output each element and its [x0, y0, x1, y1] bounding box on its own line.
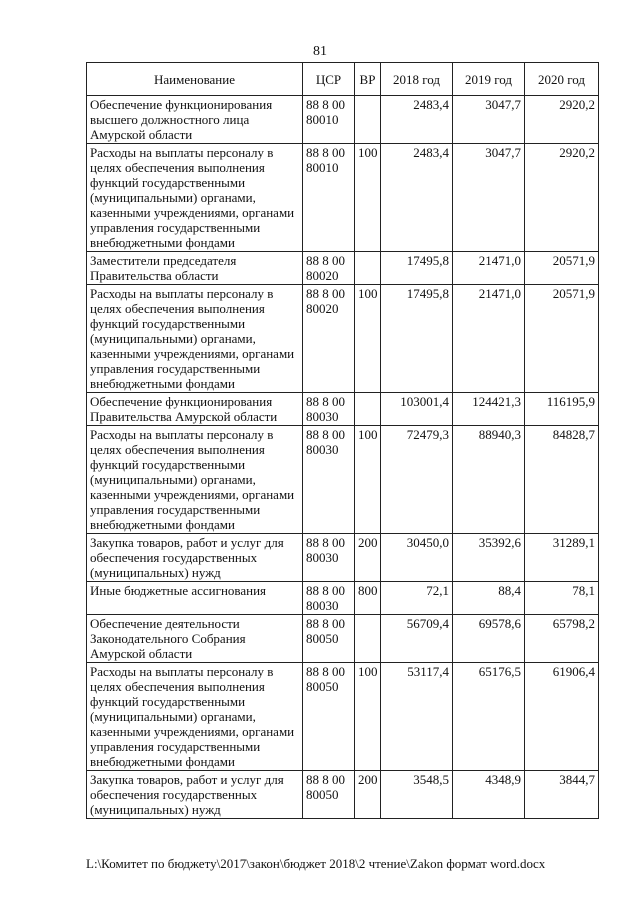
- table-row: [87, 426, 599, 534]
- cell-vr: [355, 615, 381, 663]
- cell-name: Обеспечение деятельности Законодательного Собрания Амурской области: [87, 615, 303, 663]
- table-header-row: [87, 63, 599, 96]
- cell-csr: 88 8 00 80050: [303, 663, 355, 771]
- cell-2019: 3047,7: [453, 144, 525, 252]
- cell-vr: [355, 252, 381, 285]
- cell-csr: 88 8 00 80020: [303, 252, 355, 285]
- cell-csr: 88 8 00 80030: [303, 393, 355, 426]
- cell-name: Расходы на выплаты персоналу в целях обеспечения выполнения функций государственными (муниципальными) органами, казенными учреждениями, органами управления государственными внебюджетными фондами: [87, 426, 303, 534]
- cell-2020: 61906,4: [525, 663, 599, 771]
- cell-2019: 69578,6: [453, 615, 525, 663]
- cell-vr: [355, 96, 381, 144]
- table-row: [87, 663, 599, 771]
- cell-vr: 100: [355, 144, 381, 252]
- cell-vr: 200: [355, 534, 381, 582]
- column-header-vr: ВР: [355, 63, 381, 96]
- column-header-csr: ЦСР: [303, 63, 355, 96]
- page-number: 81: [313, 44, 327, 59]
- cell-2018: 30450,0: [381, 534, 453, 582]
- table-row: [87, 285, 599, 393]
- cell-name: Закупка товаров, работ и услуг для обеспечения государственных (муниципальных) нужд: [87, 771, 303, 819]
- cell-name: Обеспечение функционирования высшего должностного лица Амурской области: [87, 96, 303, 144]
- cell-2020: 2920,2: [525, 144, 599, 252]
- cell-name: Расходы на выплаты персоналу в целях обеспечения выполнения функций государственными (муниципальными) органами, казенными учреждениями, органами управления государственными внебюджетными фондами: [87, 285, 303, 393]
- cell-2020: 65798,2: [525, 615, 599, 663]
- cell-2019: 124421,3: [453, 393, 525, 426]
- cell-2020: 78,1: [525, 582, 599, 615]
- cell-2020: 20571,9: [525, 285, 599, 393]
- cell-2019: 21471,0: [453, 252, 525, 285]
- cell-vr: 800: [355, 582, 381, 615]
- cell-csr: 88 8 00 80020: [303, 285, 355, 393]
- cell-name: Иные бюджетные ассигнования: [87, 582, 303, 615]
- cell-2019: 35392,6: [453, 534, 525, 582]
- cell-2018: 2483,4: [381, 96, 453, 144]
- cell-vr: 200: [355, 771, 381, 819]
- cell-2018: 53117,4: [381, 663, 453, 771]
- table-row: [87, 96, 599, 144]
- table-row: [87, 252, 599, 285]
- column-header-2018: 2018 год: [381, 63, 453, 96]
- budget-table: [86, 62, 599, 819]
- cell-2018: 103001,4: [381, 393, 453, 426]
- table-row: [87, 615, 599, 663]
- cell-name: Закупка товаров, работ и услуг для обеспечения государственных (муниципальных) нужд: [87, 534, 303, 582]
- cell-vr: [355, 393, 381, 426]
- table-body: [87, 96, 599, 819]
- cell-csr: 88 8 00 80030: [303, 534, 355, 582]
- cell-2018: 72479,3: [381, 426, 453, 534]
- cell-csr: 88 8 00 80010: [303, 96, 355, 144]
- cell-2018: 56709,4: [381, 615, 453, 663]
- cell-2019: 88940,3: [453, 426, 525, 534]
- cell-2020: 31289,1: [525, 534, 599, 582]
- table-row: [87, 771, 599, 819]
- cell-name: Обеспечение функционирования Правительства Амурской области: [87, 393, 303, 426]
- cell-2018: 3548,5: [381, 771, 453, 819]
- cell-2018: 2483,4: [381, 144, 453, 252]
- cell-2020: 2920,2: [525, 96, 599, 144]
- table-row: [87, 144, 599, 252]
- file-path-footer: L:\Комитет по бюджету\2017\закон\бюджет 2018\2 чтение\Zakon формат word.docx: [86, 856, 546, 871]
- cell-2019: 65176,5: [453, 663, 525, 771]
- cell-name: Заместители председателя Правительства области: [87, 252, 303, 285]
- cell-2019: 21471,0: [453, 285, 525, 393]
- table-row: [87, 393, 599, 426]
- cell-csr: 88 8 00 80030: [303, 426, 355, 534]
- cell-2019: 3047,7: [453, 96, 525, 144]
- cell-name: Расходы на выплаты персоналу в целях обеспечения выполнения функций государственными (муниципальными) органами, казенными учреждениями, органами управления государственными внебюджетными фондами: [87, 144, 303, 252]
- cell-name: Расходы на выплаты персоналу в целях обеспечения выполнения функций государственными (муниципальными) органами, казенными учреждениями, органами управления государственными внебюджетными фондами: [87, 663, 303, 771]
- cell-vr: 100: [355, 426, 381, 534]
- column-header-name: Наименование: [87, 63, 303, 96]
- cell-2018: 72,1: [381, 582, 453, 615]
- cell-vr: 100: [355, 285, 381, 393]
- cell-2018: 17495,8: [381, 252, 453, 285]
- cell-csr: 88 8 00 80050: [303, 615, 355, 663]
- table-row: [87, 534, 599, 582]
- cell-2020: 84828,7: [525, 426, 599, 534]
- cell-2020: 116195,9: [525, 393, 599, 426]
- cell-csr: 88 8 00 80010: [303, 144, 355, 252]
- cell-2019: 4348,9: [453, 771, 525, 819]
- cell-vr: 100: [355, 663, 381, 771]
- cell-csr: 88 8 00 80050: [303, 771, 355, 819]
- column-header-2020: 2020 год: [525, 63, 599, 96]
- cell-2019: 88,4: [453, 582, 525, 615]
- cell-2020: 20571,9: [525, 252, 599, 285]
- cell-2018: 17495,8: [381, 285, 453, 393]
- cell-2020: 3844,7: [525, 771, 599, 819]
- table-row: [87, 582, 599, 615]
- cell-csr: 88 8 00 80030: [303, 582, 355, 615]
- column-header-2019: 2019 год: [453, 63, 525, 96]
